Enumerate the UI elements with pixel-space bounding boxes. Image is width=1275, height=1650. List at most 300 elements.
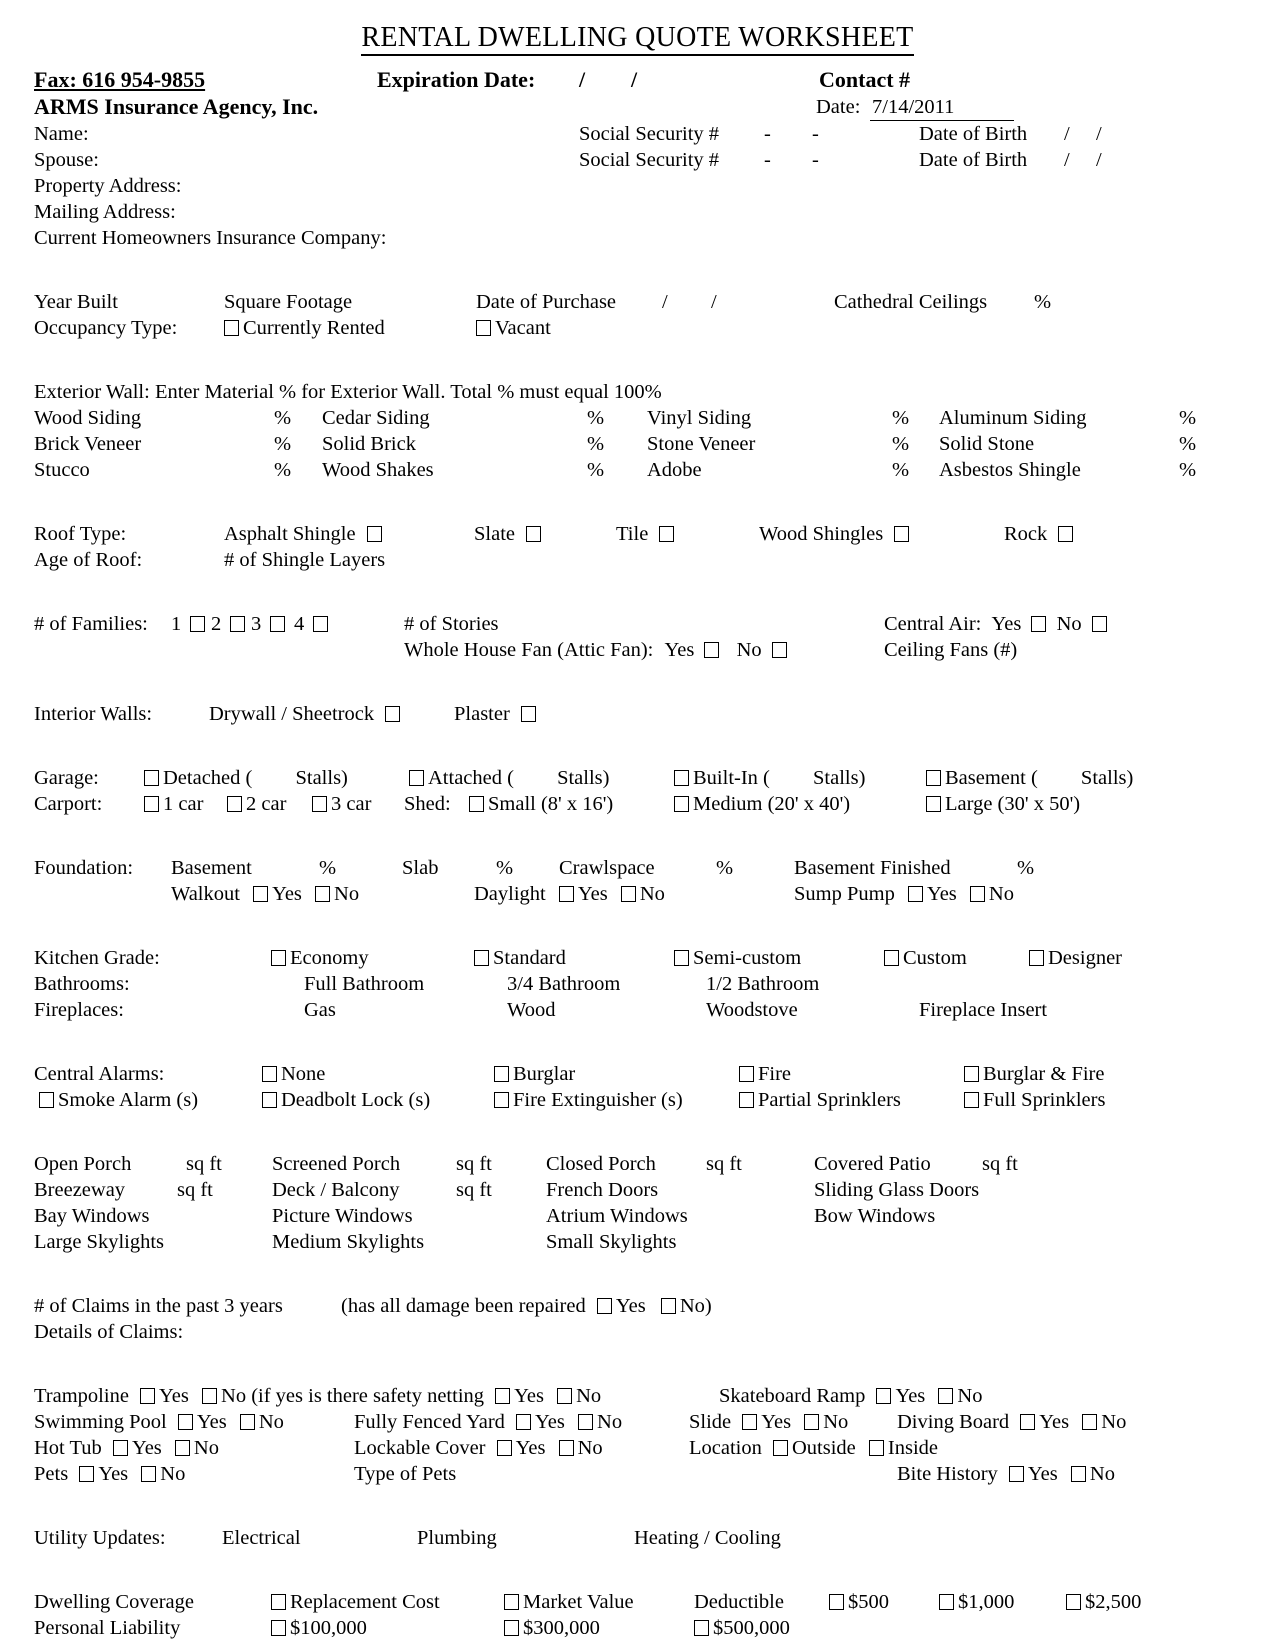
dwelling-option-replacement-cost[interactable] <box>271 1589 440 1615</box>
deductible-option-500[interactable] <box>829 1589 889 1615</box>
dob-slash-1: / <box>1064 123 1070 145</box>
feature-bay-windows: Bay Windows <box>34 1205 150 1227</box>
pets-yes-label: Yes <box>98 1463 129 1485</box>
location-inside-label: Inside <box>887 1437 939 1459</box>
checkbox-skateboard-no[interactable] <box>938 1388 953 1404</box>
checkbox-families-3[interactable] <box>270 616 285 632</box>
ssn-dash-2: - <box>812 123 819 145</box>
roof-label-asphalt-shingle: Asphalt Shingle <box>224 523 356 545</box>
sump-pump-label: Sump Pump <box>794 883 895 905</box>
checkbox-vacant[interactable] <box>476 320 491 336</box>
features-row-3 <box>34 1203 1241 1229</box>
skateboard-yes-label: Yes <box>895 1385 926 1407</box>
exterior-percent-asbestos-shingle[interactable]: % <box>1179 459 1197 481</box>
checkbox-smoke-alarm[interactable] <box>39 1092 54 1108</box>
whole-house-fan-row <box>34 637 1241 663</box>
checkbox-partial-sprinklers[interactable] <box>739 1092 754 1108</box>
checkbox-fenced-no[interactable] <box>578 1414 593 1430</box>
claims-no-label: No) <box>679 1295 712 1317</box>
pool-label: Swimming Pool <box>34 1411 167 1433</box>
lockable-cover-label: Lockable Cover <box>354 1437 486 1459</box>
shed-option-large[interactable] <box>926 791 1080 817</box>
pool-group[interactable] <box>34 1409 284 1435</box>
exterior-wall-row-1 <box>34 405 1241 431</box>
feature-deck-balcony-sqft[interactable]: sq ft <box>456 1179 492 1201</box>
checkbox-sump-yes[interactable] <box>908 886 923 902</box>
checkbox-pets-yes[interactable] <box>79 1466 94 1482</box>
walkout-group[interactable] <box>171 881 359 907</box>
shed-label-medium: Medium (20' x 40') <box>693 793 851 815</box>
checkbox-kitchen-semi-custom[interactable] <box>674 950 689 966</box>
checkbox-sump-no[interactable] <box>970 886 985 902</box>
fireplace-insert: Fireplace Insert <box>919 999 1048 1021</box>
lockable-no-label: No <box>577 1437 603 1459</box>
kitchen-grade-label: Kitchen Grade: <box>34 947 160 969</box>
whole-house-fan-label: Whole House Fan (Attic Fan): <box>404 639 654 661</box>
roof-option-rock[interactable] <box>1004 521 1073 547</box>
dob-slash-2-spouse: / <box>1096 149 1102 171</box>
checkbox-currently-rented[interactable] <box>224 320 239 336</box>
netting-no-label: No <box>576 1385 602 1407</box>
utility-updates-label: Utility Updates: <box>34 1527 166 1549</box>
fenced-yes-label: Yes <box>535 1411 565 1433</box>
header-row-name <box>34 121 1241 147</box>
roof-option-tile[interactable] <box>616 521 674 547</box>
checkbox-diving-yes[interactable] <box>1020 1414 1035 1430</box>
checkbox-daylight-yes[interactable] <box>559 886 574 902</box>
exterior-wall-row-3 <box>34 457 1241 483</box>
location-outside-label: Outside <box>792 1437 856 1459</box>
families-label-1: 1 <box>171 613 182 635</box>
fireplaces-row <box>34 997 1241 1023</box>
dwelling-label-replacement-cost: Replacement Cost <box>290 1591 440 1613</box>
purchase-slash-1: / <box>662 291 668 313</box>
garage-option-basement[interactable] <box>926 765 1133 791</box>
liability-label-300000: $300,000 <box>523 1617 600 1639</box>
checkbox-pool-no[interactable] <box>240 1414 255 1430</box>
feature-open-porch-sqft[interactable]: sq ft <box>186 1153 222 1175</box>
checkbox-netting-no[interactable] <box>557 1388 572 1404</box>
checkbox-alarm-fire[interactable] <box>739 1066 754 1082</box>
claims-count-label: # of Claims in the past 3 years <box>34 1295 283 1317</box>
carport-label-2-car: 2 car <box>246 793 287 815</box>
ssn-label-spouse: Social Security # <box>579 149 720 171</box>
checkbox-hottub-yes[interactable] <box>113 1440 128 1456</box>
checkbox-claims-repaired-no[interactable] <box>661 1298 676 1314</box>
checkbox-drywall-sheetrock[interactable] <box>385 706 400 722</box>
feature-picture-windows: Picture Windows <box>272 1205 413 1227</box>
utility-plumbing: Plumbing <box>417 1527 497 1549</box>
foundation-percent-basement[interactable]: % <box>319 857 337 879</box>
trampoline-group[interactable] <box>34 1383 601 1409</box>
exterior-percent-vinyl-siding[interactable]: % <box>892 407 910 429</box>
carport-option-3-car[interactable] <box>312 791 371 817</box>
fireplace-wood: Wood <box>507 999 556 1021</box>
claims-repaired-group[interactable] <box>341 1293 712 1319</box>
shed-label: Shed: <box>404 793 451 815</box>
garage-label-built-in: Built-In ( <box>693 767 770 789</box>
deductible-label: Deductible <box>694 1591 784 1613</box>
checkbox-slide-yes[interactable] <box>742 1414 757 1430</box>
garage-label-attached: Attached ( <box>428 767 514 789</box>
roof-option-wood-shingles[interactable] <box>759 521 909 547</box>
exterior-percent-solid-stone[interactable]: % <box>1179 433 1197 455</box>
checkbox-liability-500000[interactable] <box>694 1620 709 1636</box>
liability-option-100000[interactable] <box>271 1615 367 1641</box>
fenced-no-label: No <box>597 1411 623 1433</box>
lockable-yes-label: Yes <box>515 1437 546 1459</box>
central-alarms-row-1 <box>34 1061 1241 1087</box>
claims-repaired-label: (has all damage been repaired <box>341 1295 586 1317</box>
skateboard-group[interactable] <box>719 1383 982 1409</box>
checkbox-deductible-2500[interactable] <box>1066 1594 1081 1610</box>
kitchen-label-economy: Economy <box>290 947 369 969</box>
alarm-option-deadbolt[interactable] <box>262 1087 430 1113</box>
header-row-agency <box>34 94 1241 121</box>
alarm-option-partial-sprinklers[interactable] <box>739 1087 901 1113</box>
deductible-option-2500[interactable] <box>1066 1589 1141 1615</box>
foundation-options-row <box>34 881 1241 907</box>
checkbox-netting-yes[interactable] <box>495 1388 510 1404</box>
daylight-group[interactable] <box>474 881 665 907</box>
roof-type-label: Roof Type: <box>34 523 127 545</box>
kitchen-grade-row <box>34 945 1241 971</box>
garage-option-built-in[interactable] <box>674 765 865 791</box>
header-row-property-address <box>34 173 1241 199</box>
central-air-group[interactable] <box>884 611 1107 637</box>
roof-option-slate[interactable] <box>474 521 541 547</box>
diving-board-label: Diving Board <box>897 1411 1010 1433</box>
checkbox-families-4[interactable] <box>313 616 328 632</box>
checkbox-shed-medium[interactable] <box>674 796 689 812</box>
checkbox-hottub-no[interactable] <box>175 1440 190 1456</box>
dwelling-coverage-label: Dwelling Coverage <box>34 1591 194 1613</box>
checkbox-garage-detached[interactable] <box>144 770 159 786</box>
families-label-3: 3 <box>251 613 262 635</box>
checkbox-families-1[interactable] <box>190 616 205 632</box>
checkbox-alarm-burglar-fire[interactable] <box>964 1066 979 1082</box>
feature-screened-porch-sqft[interactable]: sq ft <box>456 1153 492 1175</box>
checkbox-full-sprinklers[interactable] <box>964 1092 979 1108</box>
year-built-label: Year Built <box>34 291 118 313</box>
bathroom-half: 1/2 Bathroom <box>706 973 820 995</box>
hottub-group[interactable] <box>34 1435 219 1461</box>
checkbox-lockable-yes[interactable] <box>497 1440 512 1456</box>
checkbox-fire-extinguisher[interactable] <box>494 1092 509 1108</box>
feature-breezeway-sqft[interactable]: sq ft <box>177 1179 213 1201</box>
checkbox-replacement-cost[interactable] <box>271 1594 286 1610</box>
slide-group[interactable] <box>689 1409 848 1435</box>
interior-label-plaster: Plaster <box>454 703 510 725</box>
checkbox-plaster[interactable] <box>521 706 536 722</box>
liability-option-500000[interactable] <box>694 1615 790 1641</box>
features-row-2 <box>34 1177 1241 1203</box>
feature-bow-windows: Bow Windows <box>814 1205 936 1227</box>
hottub-location-group[interactable] <box>689 1435 938 1461</box>
kitchen-option-economy[interactable] <box>271 945 369 971</box>
checkbox-central-air-no[interactable] <box>1092 616 1107 632</box>
personal-liability-label: Personal Liability <box>34 1617 181 1639</box>
kitchen-label-custom: Custom <box>903 947 967 969</box>
checkbox-alarm-none[interactable] <box>262 1066 277 1082</box>
families-option-1[interactable] <box>171 611 205 637</box>
checkbox-garage-built-in[interactable] <box>674 770 689 786</box>
slide-label: Slide <box>689 1411 732 1433</box>
garage-option-attached[interactable] <box>409 765 609 791</box>
fenced-yard-group[interactable] <box>354 1409 622 1435</box>
claims-row <box>34 1293 1241 1319</box>
whole-house-fan-group[interactable] <box>404 637 787 663</box>
age-of-roof-label: Age of Roof: <box>34 549 143 571</box>
checkbox-whf-yes[interactable] <box>704 642 719 658</box>
exterior-percent-wood-siding[interactable]: % <box>274 407 292 429</box>
roof-age-row <box>34 547 1241 573</box>
checkbox-tile[interactable] <box>659 526 674 542</box>
pets-label: Pets <box>34 1463 69 1485</box>
deductible-label-1000: $1,000 <box>958 1591 1015 1613</box>
bite-no-label: No <box>1089 1463 1115 1485</box>
checkbox-skateboard-yes[interactable] <box>876 1388 891 1404</box>
families-option-2[interactable] <box>211 611 245 637</box>
liability-option-300000[interactable] <box>504 1615 600 1641</box>
shed-option-small[interactable] <box>469 791 613 817</box>
foundation-type-basement: Basement <box>171 857 252 879</box>
alarm-option-none[interactable] <box>262 1061 325 1087</box>
checkbox-lockable-no[interactable] <box>559 1440 574 1456</box>
interior-option-drywall[interactable] <box>209 701 400 727</box>
foundation-percent-crawlspace[interactable]: % <box>716 857 734 879</box>
garage-stalls-basement: Stalls) <box>1080 767 1134 789</box>
date-label: Date: <box>816 96 861 118</box>
families-option-3[interactable] <box>251 611 285 637</box>
kitchen-option-designer[interactable] <box>1029 945 1122 971</box>
shed-option-medium[interactable] <box>674 791 850 817</box>
exterior-percent-wood-shakes[interactable]: % <box>587 459 605 481</box>
checkbox-wood-shingles[interactable] <box>894 526 909 542</box>
checkbox-kitchen-custom[interactable] <box>884 950 899 966</box>
square-footage-label: Square Footage <box>224 291 353 313</box>
occupancy-option-currently-rented[interactable] <box>224 315 385 341</box>
checkbox-fenced-yes[interactable] <box>516 1414 531 1430</box>
checkbox-carport-3-car[interactable] <box>312 796 327 812</box>
exterior-wall-row-2 <box>34 431 1241 457</box>
kitchen-label-semi-custom: Semi-custom <box>693 947 802 969</box>
checkbox-kitchen-economy[interactable] <box>271 950 286 966</box>
exterior-wall-instruction: Exterior Wall: Enter Material % for Exterior Wall. Total % must equal 100% <box>34 381 662 403</box>
claims-yes-label: Yes <box>615 1295 646 1317</box>
checkbox-garage-basement[interactable] <box>926 770 941 786</box>
checkbox-shed-large[interactable] <box>926 796 941 812</box>
checkbox-deductible-1000[interactable] <box>939 1594 954 1610</box>
exterior-percent-cedar-siding[interactable]: % <box>587 407 605 429</box>
checkbox-walkout-no[interactable] <box>315 886 330 902</box>
slide-no-label: No <box>823 1411 849 1433</box>
checkbox-claims-repaired-yes[interactable] <box>597 1298 612 1314</box>
carport-option-2-car[interactable] <box>227 791 286 817</box>
checkbox-rock[interactable] <box>1058 526 1073 542</box>
expiration-date-label: Expiration Date: <box>377 67 536 92</box>
kitchen-option-standard[interactable] <box>474 945 566 971</box>
bite-yes-label: Yes <box>1027 1463 1058 1485</box>
pets-group[interactable] <box>34 1461 185 1487</box>
header-row-current-insurance <box>34 225 1241 251</box>
alarm-option-fire[interactable] <box>739 1061 791 1087</box>
checkbox-shed-small[interactable] <box>469 796 484 812</box>
families-option-4[interactable] <box>294 611 328 637</box>
checkbox-families-2[interactable] <box>230 616 245 632</box>
exterior-percent-aluminum-siding[interactable]: % <box>1179 407 1197 429</box>
foundation-percent-slab[interactable]: % <box>496 857 514 879</box>
garage-option-detached[interactable] <box>144 765 348 791</box>
exterior-percent-stone-veneer[interactable]: % <box>892 433 910 455</box>
daylight-yes-label: Yes <box>577 883 608 905</box>
skateboard-no-label: No <box>957 1385 983 1407</box>
diving-board-group[interactable] <box>897 1409 1126 1435</box>
hazards-row-hottub <box>34 1435 1241 1461</box>
alarm-option-burglar-fire[interactable] <box>964 1061 1104 1087</box>
deductible-label-2500: $2,500 <box>1085 1591 1142 1613</box>
alarm-option-fire-extinguisher[interactable] <box>494 1087 683 1113</box>
carport-option-1-car[interactable] <box>144 791 203 817</box>
checkbox-pool-yes[interactable] <box>178 1414 193 1430</box>
feature-french-doors: French Doors <box>546 1179 659 1201</box>
deductible-option-1000[interactable] <box>939 1589 1014 1615</box>
kitchen-option-semi-custom[interactable] <box>674 945 801 971</box>
exterior-percent-brick-veneer[interactable]: % <box>274 433 292 455</box>
utility-heating-cooling: Heating / Cooling <box>634 1527 781 1549</box>
checkbox-bite-yes[interactable] <box>1009 1466 1024 1482</box>
checkbox-market-value[interactable] <box>504 1594 519 1610</box>
checkbox-deadbolt-lock[interactable] <box>262 1092 277 1108</box>
kitchen-option-custom[interactable] <box>884 945 967 971</box>
checkbox-alarm-burglar[interactable] <box>494 1066 509 1082</box>
checkbox-location-outside[interactable] <box>773 1440 788 1456</box>
interior-walls-label: Interior Walls: <box>34 703 153 725</box>
bite-history-label: Bite History <box>897 1463 998 1485</box>
carport-label-3-car: 3 car <box>331 793 372 815</box>
liability-label-500000: $500,000 <box>713 1617 790 1639</box>
ssn-label-primary: Social Security # <box>579 123 720 145</box>
walkout-yes-label: Yes <box>272 883 302 905</box>
hottub-label: Hot Tub <box>34 1437 102 1459</box>
occupancy-label-vacant: Vacant <box>495 317 551 339</box>
feature-large-skylights: Large Skylights <box>34 1231 165 1253</box>
feature-open-porch: Open Porch <box>34 1153 132 1175</box>
feature-closed-porch-sqft[interactable]: sq ft <box>706 1153 742 1175</box>
fireplaces-label: Fireplaces: <box>34 999 124 1021</box>
checkbox-garage-attached[interactable] <box>409 770 424 786</box>
occupancy-option-vacant[interactable] <box>476 315 551 341</box>
features-row-1 <box>34 1151 1241 1177</box>
mailing-address-label: Mailing Address: <box>34 201 176 223</box>
checkbox-bite-no[interactable] <box>1071 1466 1086 1482</box>
interior-option-plaster[interactable] <box>454 701 536 727</box>
header-row-mailing-address <box>34 199 1241 225</box>
sump-pump-group[interactable] <box>794 881 1014 907</box>
kitchen-label-designer: Designer <box>1048 947 1123 969</box>
garage-row <box>34 765 1241 791</box>
foundation-type-slab: Slab <box>402 857 439 879</box>
shed-label-large: Large (30' x 50') <box>945 793 1081 815</box>
alarm-option-full-sprinklers[interactable] <box>964 1087 1105 1113</box>
checkbox-trampoline-yes[interactable] <box>140 1388 155 1404</box>
alarm-label-partial-sprinklers: Partial Sprinklers <box>758 1089 901 1111</box>
current-insurance-label: Current Homeowners Insurance Company: <box>34 227 387 249</box>
trampoline-label: Trampoline <box>34 1385 129 1407</box>
bathroom-full: Full Bathroom <box>304 973 425 995</box>
checkbox-carport-1-car[interactable] <box>144 796 159 812</box>
checkbox-central-air-yes[interactable] <box>1031 616 1046 632</box>
checkbox-slide-no[interactable] <box>804 1414 819 1430</box>
families-label-2: 2 <box>211 613 222 635</box>
alarm-option-smoke[interactable] <box>39 1087 198 1113</box>
hottub-yes-label: Yes <box>131 1437 162 1459</box>
exterior-percent-stucco[interactable]: % <box>274 459 292 481</box>
date-value[interactable]: 7/14/2011 <box>870 94 1014 121</box>
carport-label: Carport: <box>34 793 103 815</box>
deductible-label-500: $500 <box>848 1591 889 1613</box>
type-of-pets-label: Type of Pets <box>354 1463 457 1485</box>
checkbox-trampoline-no[interactable] <box>202 1388 217 1404</box>
checkbox-carport-2-car[interactable] <box>227 796 242 812</box>
alarm-option-burglar[interactable] <box>494 1061 575 1087</box>
checkbox-liability-300000[interactable] <box>504 1620 519 1636</box>
foundation-row <box>34 855 1241 881</box>
exterior-percent-adobe[interactable]: % <box>892 459 910 481</box>
walkout-no-label: No <box>334 883 360 905</box>
contact-number-label: Contact # <box>819 67 911 92</box>
utilities-row <box>34 1525 1241 1551</box>
feature-covered-patio: Covered Patio <box>814 1153 931 1175</box>
checkbox-walkout-yes[interactable] <box>253 886 268 902</box>
checkbox-slate[interactable] <box>526 526 541 542</box>
ssn-dash-2-spouse: - <box>812 149 819 171</box>
checkbox-kitchen-designer[interactable] <box>1029 950 1044 966</box>
roof-type-row <box>34 521 1241 547</box>
hazards-row-pets <box>34 1461 1241 1487</box>
checkbox-deductible-500[interactable] <box>829 1594 844 1610</box>
feature-sliding-glass-doors: Sliding Glass Doors <box>814 1179 980 1201</box>
checkbox-kitchen-standard[interactable] <box>474 950 489 966</box>
utility-electrical: Electrical <box>222 1527 301 1549</box>
checkbox-whf-no[interactable] <box>772 642 787 658</box>
dwelling-option-market-value[interactable] <box>504 1589 634 1615</box>
roof-label-wood-shingles: Wood Shingles <box>759 523 884 545</box>
checkbox-liability-100000[interactable] <box>271 1620 286 1636</box>
roof-label-rock: Rock <box>1004 523 1048 545</box>
exterior-material-solid-stone: Solid Stone <box>939 433 1035 455</box>
foundation-percent-basement-finished[interactable]: % <box>1017 857 1035 879</box>
checkbox-pets-no[interactable] <box>141 1466 156 1482</box>
exterior-material-asbestos-shingle: Asbestos Shingle <box>939 459 1081 481</box>
lockable-cover-group[interactable] <box>354 1435 603 1461</box>
bite-history-group[interactable] <box>897 1461 1115 1487</box>
feature-small-skylights: Small Skylights <box>546 1231 677 1253</box>
feature-covered-patio-sqft[interactable]: sq ft <box>982 1153 1018 1175</box>
carport-row <box>34 791 1241 817</box>
roof-option-asphalt-shingle[interactable] <box>224 521 382 547</box>
shingle-layers-label: # of Shingle Layers <box>224 549 386 571</box>
whf-yes-label: Yes <box>664 639 695 661</box>
fireplace-woodstove: Woodstove <box>706 999 798 1021</box>
central-alarms-label: Central Alarms: <box>34 1063 165 1085</box>
checkbox-diving-no[interactable] <box>1082 1414 1097 1430</box>
hazards-row-pool <box>34 1409 1241 1435</box>
exterior-percent-solid-brick[interactable]: % <box>587 433 605 455</box>
checkbox-location-inside[interactable] <box>869 1440 884 1456</box>
checkbox-asphalt-shingle[interactable] <box>367 526 382 542</box>
checkbox-daylight-no[interactable] <box>621 886 636 902</box>
